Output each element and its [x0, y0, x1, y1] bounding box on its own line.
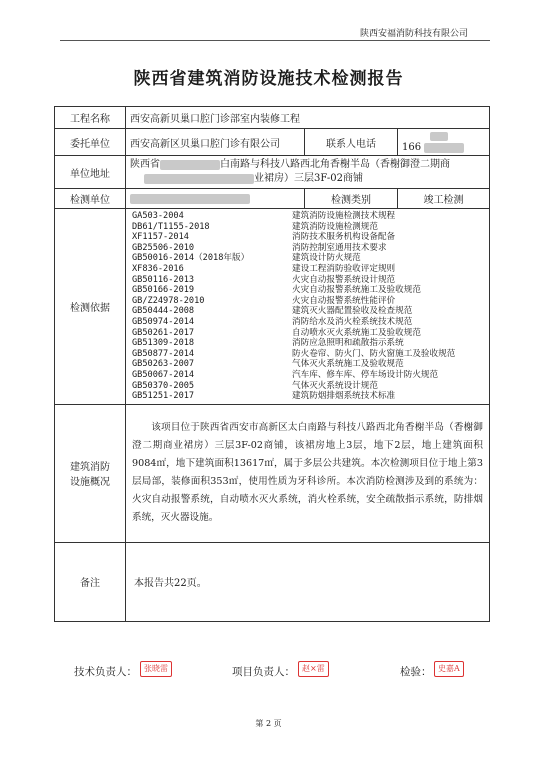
project-lead-label: 项目负责人：: [232, 666, 295, 678]
standard-code: XF1157-2014: [132, 232, 189, 243]
standard-code: XF836-2016: [132, 263, 184, 274]
standard-code: GB50444-2008: [132, 306, 195, 317]
standard-name: 自动喷水灭火系统施工及验收规范: [292, 327, 421, 338]
page-number: 第 2 页: [255, 719, 282, 728]
standard-item: [132, 328, 483, 339]
standard-name: 消防应急照明和疏散指示系统: [292, 338, 404, 349]
standard-code: GB51251-2017: [132, 391, 195, 402]
standard-code: GB25506-2010: [132, 242, 195, 253]
standard-item: [132, 359, 483, 370]
review-signature: 史嘉A: [434, 661, 464, 677]
header-divider: [60, 40, 490, 41]
standard-name: 消防控制室通用技术要求: [292, 242, 387, 253]
standard-name: 火灾自动报警系统施工及验收规范: [292, 285, 421, 296]
standard-name: 火灾自动报警系统性能评价: [292, 295, 396, 306]
standard-item: [132, 275, 483, 286]
address-main: 白南路与科技八路西北角香榭半岛（香榭御澄二期商: [220, 159, 450, 170]
review-label: 检验：: [400, 666, 432, 678]
signature-bar: [60, 664, 500, 682]
report-table: [54, 106, 490, 622]
value-inspection-type: 竣工检测: [398, 189, 490, 209]
label-client: 委托单位: [55, 129, 126, 156]
label-basis: 检测依据: [55, 209, 126, 405]
address-redaction-1: [160, 160, 220, 170]
standard-item: [132, 243, 483, 254]
standard-code: GA503-2004: [132, 211, 184, 221]
project-lead-signature: 赵×雷: [298, 661, 329, 677]
company-name: 陕西安福消防科技有限公司: [360, 29, 469, 39]
value-overview: [126, 404, 490, 542]
row-client: [55, 129, 490, 156]
row-remarks: [55, 542, 490, 621]
standard-item: [132, 285, 483, 296]
standard-name: 建筑设计防火规范: [292, 253, 361, 264]
address-prefix: 陕西省: [130, 159, 160, 170]
row-address: [55, 156, 490, 189]
standard-item: [132, 232, 483, 243]
row-project-name: [55, 107, 490, 129]
standard-name: 防火卷帘、防火门、防火窗施工及验收规范: [292, 348, 456, 359]
standard-name: 消防技术服务机构设备配备: [292, 232, 396, 243]
standard-code: GB50016-2014（2018年版）: [132, 253, 250, 264]
standard-item: [132, 296, 483, 307]
standard-code: GB50116-2013: [132, 274, 195, 285]
standard-item: [132, 381, 483, 392]
label-project-name: 工程名称: [55, 107, 126, 129]
standard-item: [132, 370, 483, 381]
standard-code: GB50067-2014: [132, 369, 195, 380]
address-line2: 业裙房）三层3F-02商铺: [254, 173, 363, 184]
label-overview: [55, 404, 126, 542]
standard-item: [132, 391, 483, 402]
standard-code: GB50263-2007: [132, 359, 195, 370]
contact-phone-redaction: [424, 143, 464, 153]
standard-name: 建设工程消防验收评定规则: [292, 263, 396, 274]
standard-code: GB50166-2019: [132, 285, 195, 296]
contact-redaction-top: [430, 132, 448, 141]
value-address: [126, 156, 490, 189]
tech-lead-signature: 张晓雷: [140, 661, 172, 677]
report-title: 陕西省建筑消防设施技术检测报告: [133, 69, 404, 89]
standards-list: [126, 209, 490, 405]
standard-code: GB50370-2005: [132, 380, 195, 391]
label-address: 单位地址: [55, 156, 126, 189]
standard-code: GB50877-2014: [132, 348, 195, 359]
value-inspection-unit: [126, 189, 305, 209]
row-inspection: [55, 189, 490, 209]
contact-phone-prefix: 166: [402, 142, 422, 153]
standard-item: [132, 264, 483, 275]
value-contact: [398, 129, 490, 156]
value-project-name: 西安高新贝巢口腔门诊部室内装修工程: [126, 107, 490, 129]
standard-name: 消防给水及消火栓系统技术规范: [292, 316, 413, 327]
overview-text: 该项目位于陕西省西安市高新区太白南路与科技八路西北角香榭半岛（香榭御澄二期商业裙房）三层3F-02商铺，该裙房地上3层，地下2层，地上建筑面积9084㎡，地下建筑面积13617㎡，属于多层公共建筑。本次检测项目位于地上第3层局部，装修面积353㎡，使用性质为牙科诊所。本次消防检测涉及到的系统为：火灾自动报警系统，自动喷水灭火系统，消火栓系统，安全疏散指示系统，防排烟系统，灭火器设施。: [132, 422, 483, 524]
standard-item: [132, 222, 483, 233]
standard-code: GB/Z24978-2010: [132, 295, 205, 306]
value-client: 西安高新区贝巢口腔门诊有限公司: [126, 129, 305, 156]
standard-item: [132, 306, 483, 317]
standard-name: 建筑消防设施检测规范: [292, 221, 378, 232]
standard-item: [132, 338, 483, 349]
standard-item: [132, 349, 483, 360]
standard-item: [132, 211, 483, 222]
standard-name: 建筑防烟排烟系统技术标准: [292, 391, 396, 402]
standard-name: 建筑灭火器配置验收及检查规范: [292, 306, 413, 317]
row-overview: [55, 404, 490, 542]
value-remarks: 本报告共22页。: [126, 542, 490, 621]
label-contact: 联系人电话: [305, 129, 398, 156]
inspection-unit-redaction: [130, 194, 250, 204]
standard-code: GB50261-2017: [132, 327, 195, 338]
row-basis: [55, 209, 490, 405]
address-redaction-2: [144, 174, 254, 184]
standard-code: GB50974-2014: [132, 316, 195, 327]
label-overview-line2: 设施概况: [70, 477, 110, 489]
label-inspection-type: 检测类别: [305, 189, 398, 209]
label-inspection-unit: 检测单位: [55, 189, 126, 209]
tech-lead-label: 技术负责人：: [74, 666, 137, 678]
standard-name: 气体灭火系统设计规范: [292, 380, 378, 391]
standard-name: 火灾自动报警系统设计规范: [292, 274, 396, 285]
label-overview-line1: 建筑消防: [70, 462, 110, 474]
label-remarks: 备注: [55, 542, 126, 621]
standard-item: [132, 317, 483, 328]
standard-item: [132, 253, 483, 264]
standard-name: 建筑消防设施检测技术规程: [292, 211, 396, 221]
standard-name: 汽车库、修车库、停车场设计防火规范: [292, 369, 439, 380]
standard-code: GB51309-2018: [132, 338, 195, 349]
standard-code: DB61/T1155-2018: [132, 221, 210, 232]
standard-name: 气体灭火系统施工及验收规范: [292, 359, 404, 370]
